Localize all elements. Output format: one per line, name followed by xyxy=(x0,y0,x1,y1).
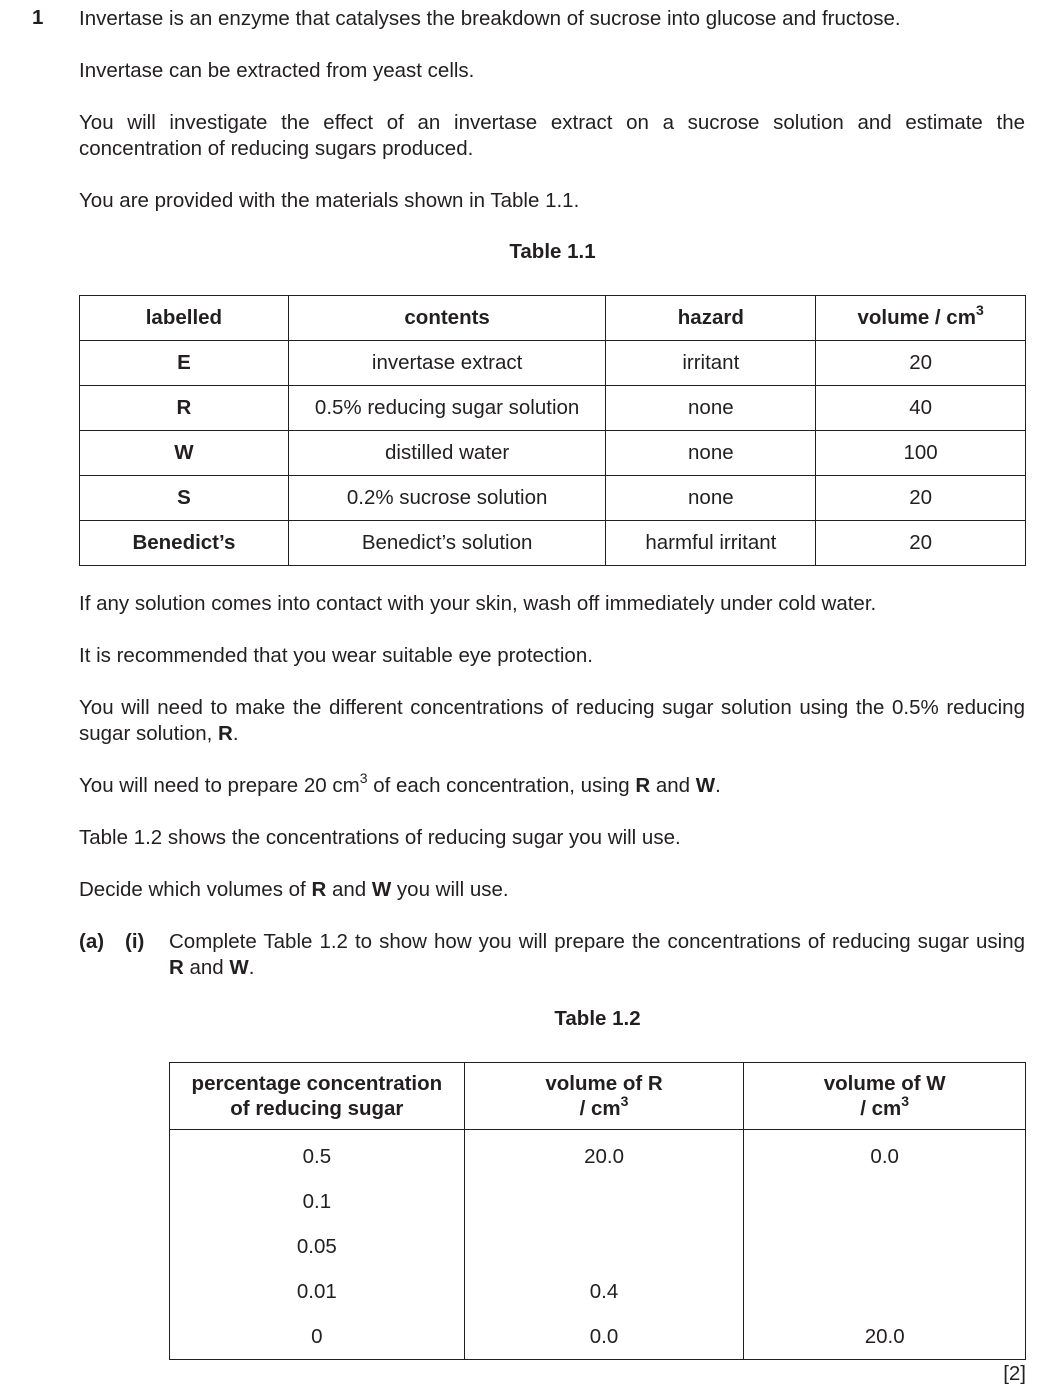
part-a-label: (a) xyxy=(79,930,105,953)
cell-contents: 0.2% sucrose solution xyxy=(288,476,606,521)
col-header-volume: volume / $cm^3$ xyxy=(816,296,1026,341)
table-row xyxy=(80,431,1026,476)
cell-volume-w: 20.0 xyxy=(744,1314,1026,1360)
extract-text: Invertase can be extracted from yeast cells. xyxy=(79,59,475,82)
table-row xyxy=(80,476,1026,521)
table-row xyxy=(80,386,1026,431)
cell-volume-r: 20.0 xyxy=(464,1130,744,1180)
table-row xyxy=(170,1224,1026,1269)
cell-volume-r-blank[interactable] xyxy=(464,1179,744,1224)
cell-percentage: 0.5 xyxy=(170,1130,465,1180)
cell-percentage: 0.01 xyxy=(170,1269,465,1314)
part-a-question-text: Complete Table 1.2 to show how you will prepare the concentrations of reducing sugar using R and W. xyxy=(169,930,1025,979)
cell-volume: 20 xyxy=(816,476,1026,521)
col-header-volume-w: volume of W / $cm^3$ xyxy=(744,1063,1026,1130)
cell-volume-r-blank[interactable] xyxy=(464,1224,744,1269)
prep-paragraph-1: You will need to make the different concentrations of reducing sugar solution using the 0.5% reducing sugar solution, R. xyxy=(79,696,1025,745)
cell-contents: Benedict’s solution xyxy=(288,521,606,566)
table-row xyxy=(80,341,1026,386)
concentration-table xyxy=(169,1062,1026,1360)
col-header-volume-r: volume of R / $cm^3$ xyxy=(464,1063,744,1130)
investigate-text: You will investigate the effect of an invertase extract on a sucrose solution and estimate the concentration of reducing sugars produced. xyxy=(79,111,1025,160)
cell-hazard: harmful irritant xyxy=(606,521,816,566)
cell-volume-w: 0.0 xyxy=(744,1130,1026,1180)
cell-volume-w-blank[interactable] xyxy=(744,1269,1026,1314)
col-header-labelled: labelled xyxy=(80,296,289,341)
table-row xyxy=(170,1179,1026,1224)
prep-paragraph-2: You will need to prepare 20 $cm^3$ of each concentration, using R and W. xyxy=(79,770,721,797)
col-header-percentage: percentage concentration of reducing sugar xyxy=(170,1063,465,1130)
cell-volume-r: 0.4 xyxy=(464,1269,744,1314)
question-number: 1 xyxy=(32,6,44,29)
cell-volume: 40 xyxy=(816,386,1026,431)
cell-contents: 0.5% reducing sugar solution xyxy=(288,386,606,431)
cell-percentage: 0 xyxy=(170,1314,465,1360)
cell-hazard: none xyxy=(606,476,816,521)
table-header-row xyxy=(170,1063,1026,1130)
cell-contents: distilled water xyxy=(288,431,606,476)
cell-contents: invertase extract xyxy=(288,341,606,386)
prep-paragraph-4: Decide which volumes of R and W you will use. xyxy=(79,878,509,901)
cell-hazard: none xyxy=(606,431,816,476)
cell-hazard: irritant xyxy=(606,341,816,386)
table-row xyxy=(80,521,1026,566)
intro-text: Invertase is an enzyme that catalyses the breakdown of sucrose into glucose and fructose. xyxy=(79,7,901,30)
cell-label: Benedict’s xyxy=(80,521,289,566)
cell-label: R xyxy=(80,386,289,431)
cell-label: W xyxy=(80,431,289,476)
cell-volume-w-blank[interactable] xyxy=(744,1224,1026,1269)
cell-label: E xyxy=(80,341,289,386)
materials-table xyxy=(79,295,1026,566)
table-1-2-caption: Table 1.2 xyxy=(554,1007,641,1030)
table-header-row xyxy=(80,296,1026,341)
cell-volume: 20 xyxy=(816,341,1026,386)
cell-label: S xyxy=(80,476,289,521)
cell-volume-w-blank[interactable] xyxy=(744,1179,1026,1224)
materials-text: You are provided with the materials shown in Table 1.1. xyxy=(79,189,580,212)
table-1-1-caption: Table 1.1 xyxy=(509,240,596,263)
prep-paragraph-3: Table 1.2 shows the concentrations of reducing sugar you will use. xyxy=(79,826,681,849)
col-header-contents: contents xyxy=(288,296,606,341)
cell-percentage: 0.1 xyxy=(170,1179,465,1224)
cell-volume: 100 xyxy=(816,431,1026,476)
eye-safety-text: It is recommended that you wear suitable eye protection. xyxy=(79,644,593,667)
cell-percentage: 0.05 xyxy=(170,1224,465,1269)
cell-volume-r: 0.0 xyxy=(464,1314,744,1360)
col-header-hazard: hazard xyxy=(606,296,816,341)
marks-allocation: [2] xyxy=(1003,1362,1026,1385)
part-a-sub-label: (i) xyxy=(125,930,145,953)
table-row xyxy=(170,1314,1026,1360)
cell-volume: 20 xyxy=(816,521,1026,566)
table-row xyxy=(170,1269,1026,1314)
skin-safety-text: If any solution comes into contact with your skin, wash off immediately under cold water. xyxy=(79,592,877,615)
cell-hazard: none xyxy=(606,386,816,431)
table-row xyxy=(170,1130,1026,1180)
